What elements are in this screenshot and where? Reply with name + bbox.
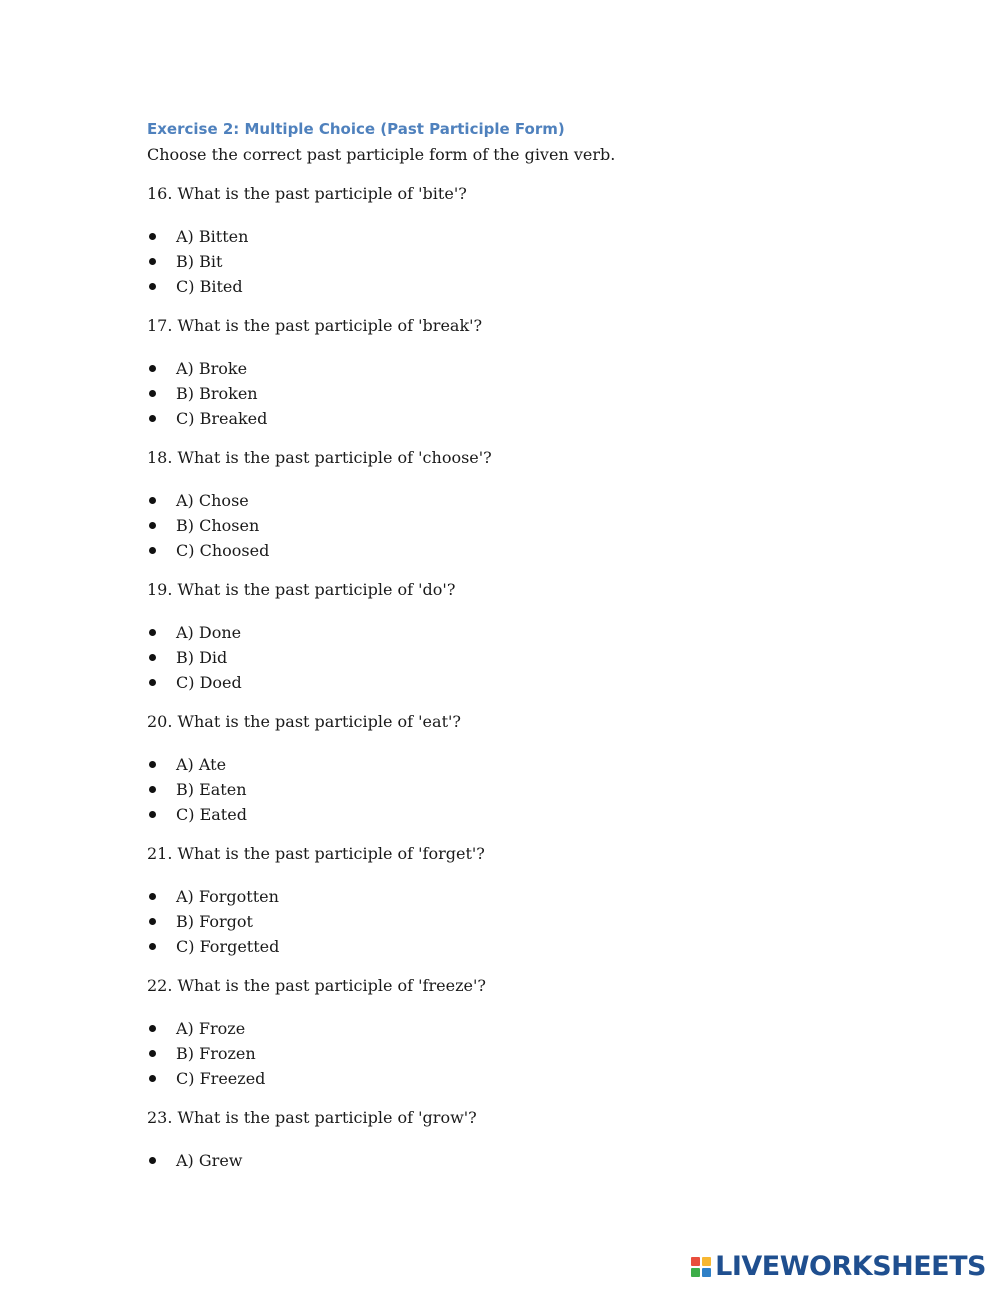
answer-option[interactable]	[147, 381, 927, 406]
option-list	[147, 620, 927, 695]
answer-option[interactable]	[147, 645, 927, 670]
question-text: 20. What is the past participle of 'eat'?	[147, 712, 461, 731]
option-list	[147, 1016, 927, 1091]
answer-option-label: C) Freezed	[176, 1069, 266, 1088]
question-block	[147, 843, 927, 959]
bullet-icon	[149, 1050, 156, 1057]
question-text: 23. What is the past participle of 'grow'?	[147, 1108, 477, 1127]
answer-option-label: A) Grew	[176, 1151, 243, 1170]
question-block	[147, 579, 927, 695]
bullet-icon	[149, 1025, 156, 1032]
answer-option[interactable]	[147, 488, 927, 513]
answer-option-label: C) Forgetted	[176, 937, 280, 956]
answer-option-label: A) Chose	[176, 491, 249, 510]
bullet-icon	[149, 786, 156, 793]
answer-option-label: C) Bited	[176, 277, 243, 296]
answer-option-label: A) Done	[176, 623, 242, 642]
bullet-icon	[149, 629, 156, 636]
answer-option[interactable]	[147, 620, 927, 645]
option-list	[147, 1148, 927, 1173]
exercise-title: Exercise 2: Multiple Choice (Past Participle Form)	[147, 120, 565, 138]
answer-option[interactable]	[147, 884, 927, 909]
logo-text: LIVEWORKSHEETS	[715, 1251, 986, 1282]
bullet-icon	[149, 258, 156, 265]
answer-option[interactable]	[147, 909, 927, 934]
question-block	[147, 183, 927, 299]
answer-option-label: A) Ate	[176, 755, 227, 774]
answer-option[interactable]	[147, 406, 927, 431]
bullet-icon	[149, 390, 156, 397]
answer-option[interactable]	[147, 777, 927, 802]
question-block	[147, 447, 927, 563]
answer-option-label: B) Chosen	[176, 516, 260, 535]
liveworksheets-logo-icon	[691, 1257, 711, 1277]
answer-option-label: B) Bit	[176, 252, 223, 271]
bullet-icon	[149, 415, 156, 422]
answer-option-label: B) Broken	[176, 384, 258, 403]
answer-option[interactable]	[147, 670, 927, 695]
answer-option-label: A) Bitten	[176, 227, 249, 246]
question-block	[147, 975, 927, 1091]
question-block	[147, 1107, 927, 1173]
answer-option-label: A) Froze	[176, 1019, 246, 1038]
answer-option-label: C) Breaked	[176, 409, 268, 428]
logo-square-red	[691, 1257, 700, 1266]
bullet-icon	[149, 1075, 156, 1082]
bullet-icon	[149, 893, 156, 900]
bullet-icon	[149, 497, 156, 504]
answer-option-label: B) Did	[176, 648, 228, 667]
question-block	[147, 315, 927, 431]
option-list	[147, 752, 927, 827]
question-text: 18. What is the past participle of 'choose'?	[147, 448, 492, 467]
answer-option[interactable]	[147, 249, 927, 274]
answer-option[interactable]	[147, 224, 927, 249]
bullet-icon	[149, 943, 156, 950]
worksheet-page	[147, 118, 927, 1173]
bullet-icon	[149, 679, 156, 686]
answer-option[interactable]	[147, 1148, 927, 1173]
option-list	[147, 488, 927, 563]
answer-option[interactable]	[147, 1016, 927, 1041]
answer-option[interactable]	[147, 802, 927, 827]
exercise-instructions: Choose the correct past participle form of the given verb.	[147, 145, 616, 164]
answer-option-label: A) Forgotten	[176, 887, 279, 906]
option-list	[147, 224, 927, 299]
answer-option-label: A) Broke	[176, 359, 248, 378]
option-list	[147, 884, 927, 959]
answer-option[interactable]	[147, 934, 927, 959]
answer-option-label: B) Frozen	[176, 1044, 256, 1063]
question-list	[147, 183, 927, 1173]
answer-option-label: C) Choosed	[176, 541, 270, 560]
bullet-icon	[149, 761, 156, 768]
answer-option[interactable]	[147, 1041, 927, 1066]
logo-square-yellow	[702, 1257, 711, 1266]
bullet-icon	[149, 283, 156, 290]
bullet-icon	[149, 522, 156, 529]
answer-option-label: B) Forgot	[176, 912, 253, 931]
answer-option[interactable]	[147, 513, 927, 538]
question-text: 19. What is the past participle of 'do'?	[147, 580, 456, 599]
answer-option-label: C) Doed	[176, 673, 242, 692]
logo-square-blue	[702, 1268, 711, 1277]
answer-option-label: C) Eated	[176, 805, 247, 824]
question-block	[147, 711, 927, 827]
bullet-icon	[149, 365, 156, 372]
bullet-icon	[149, 547, 156, 554]
bullet-icon	[149, 233, 156, 240]
answer-option[interactable]	[147, 274, 927, 299]
bullet-icon	[149, 918, 156, 925]
answer-option[interactable]	[147, 752, 927, 777]
bullet-icon	[149, 654, 156, 661]
answer-option[interactable]	[147, 1066, 927, 1091]
question-text: 21. What is the past participle of 'forget'?	[147, 844, 485, 863]
answer-option[interactable]	[147, 356, 927, 381]
liveworksheets-logo	[691, 1252, 986, 1282]
bullet-icon	[149, 1157, 156, 1164]
question-text: 16. What is the past participle of 'bite'?	[147, 184, 467, 203]
logo-square-green	[691, 1268, 700, 1277]
option-list	[147, 356, 927, 431]
question-text: 22. What is the past participle of 'freeze'?	[147, 976, 486, 995]
question-text: 17. What is the past participle of 'break'?	[147, 316, 483, 335]
answer-option-label: B) Eaten	[176, 780, 247, 799]
bullet-icon	[149, 811, 156, 818]
answer-option[interactable]	[147, 538, 927, 563]
